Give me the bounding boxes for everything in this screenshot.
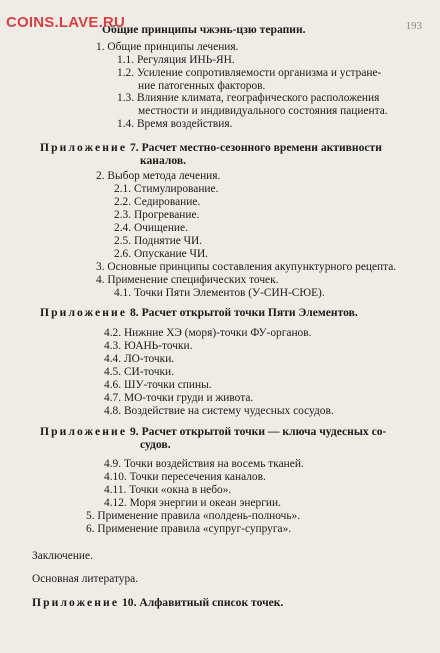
list-item: 4.3. ЮАНЬ-точки. bbox=[104, 340, 193, 352]
literature: Основная литература. bbox=[32, 573, 139, 585]
list-item: 4. Применение специфических точек. bbox=[96, 274, 279, 286]
list-item: 2.4. Очищение. bbox=[114, 222, 188, 234]
list-item: 5. Применение правила «полдень-полночь». bbox=[86, 510, 301, 522]
appendix-10-heading: Приложение 10. Алфавитный список точек. bbox=[32, 596, 284, 609]
list-item: 4.7. МО-точки груди и живота. bbox=[104, 392, 254, 404]
list-item: 4.9. Точки воздействия на восемь тканей. bbox=[104, 458, 304, 470]
list-item-continuation: ние патогенных факторов. bbox=[138, 80, 266, 92]
list-item: 2.2. Седирование. bbox=[114, 196, 201, 208]
list-item: 1.3. Влияние климата, географического расположения bbox=[117, 92, 380, 104]
list-item: 1.2. Усиление сопротивляемости организма и устране- bbox=[117, 67, 382, 79]
list-item: 4.12. Моря энергии и океан энергии. bbox=[104, 497, 281, 509]
appendix-9-heading: Приложение 9. Расчет открытой точки — ключа чудесных со- bbox=[40, 425, 387, 438]
appendix-8-heading: Приложение 8. Расчет открытой точки Пяти Элементов. bbox=[40, 306, 358, 319]
list-item: 4.8. Воздействие на систему чудесных сосудов. bbox=[104, 405, 334, 417]
appendix-9-heading-cont: судов. bbox=[140, 438, 171, 451]
conclusion: Заключение. bbox=[32, 550, 93, 562]
list-item: 2. Выбор метода лечения. bbox=[96, 170, 221, 182]
list-item: 4.1. Точки Пяти Элементов (У-СИН-СЮЕ). bbox=[114, 287, 325, 299]
page-number: 193 bbox=[405, 20, 422, 32]
top-partial-heading: Общие принципы чжэнь-цзю терапии. bbox=[102, 23, 306, 36]
list-item: 1. Общие принципы лечения. bbox=[96, 41, 239, 53]
appendix-7-heading: Приложение 7. Расчет местно-сезонного времени активности bbox=[40, 141, 382, 154]
list-item-continuation: местности и индивидуального состояния пациента. bbox=[138, 105, 388, 117]
list-item: 3. Основные принципы составления акупунктурного рецепта. bbox=[96, 261, 397, 273]
list-item: 1.4. Время воздействия. bbox=[117, 118, 233, 130]
list-item: 2.1. Стимулирование. bbox=[114, 183, 219, 195]
list-item: 6. Применение правила «супруг-супруга». bbox=[86, 523, 292, 535]
list-item: 4.5. СИ-точки. bbox=[104, 366, 175, 378]
list-item: 2.6. Опускание ЧИ. bbox=[114, 248, 209, 260]
list-item: 2.5. Поднятие ЧИ. bbox=[114, 235, 203, 247]
list-item: 1.1. Регуляция ИНЬ-ЯН. bbox=[117, 54, 235, 66]
list-item: 4.10. Точки пересечения каналов. bbox=[104, 471, 266, 483]
list-item: 4.4. ЛО-точки. bbox=[104, 353, 175, 365]
watermark: COINS.LAVE.RU bbox=[6, 14, 125, 31]
list-item: 4.2. Нижние ХЭ (моря)-точки ФУ-органов. bbox=[104, 327, 312, 339]
appendix-7-heading-cont: каналов. bbox=[140, 154, 187, 167]
list-item: 4.11. Точки «окна в небо». bbox=[104, 484, 232, 496]
list-item: 4.6. ШУ-точки спины. bbox=[104, 379, 212, 391]
list-item: 2.3. Прогревание. bbox=[114, 209, 200, 221]
